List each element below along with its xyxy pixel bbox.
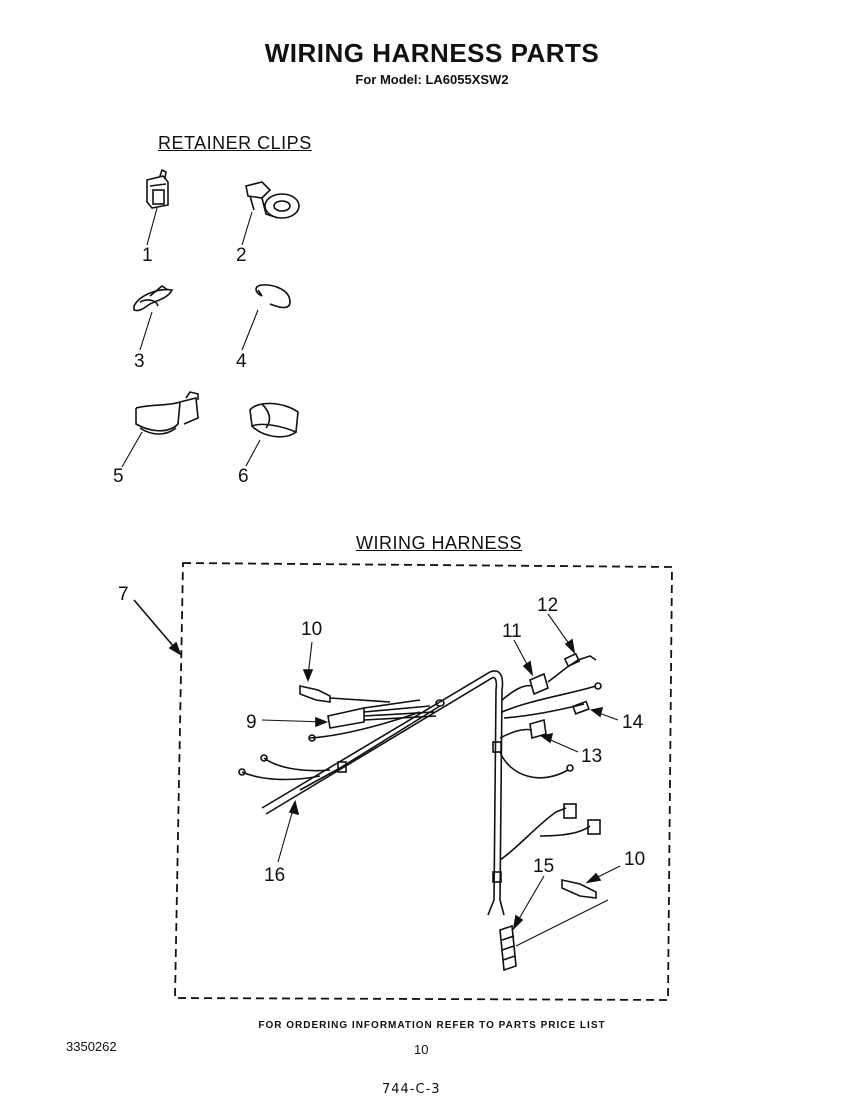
callout-3: 3 (134, 351, 145, 372)
callout-12: 12 (537, 595, 559, 616)
callout-1: 1 (142, 245, 153, 266)
harness-boundary (175, 563, 672, 1000)
callout-13: 13 (581, 746, 603, 767)
document-number: 3350262 (66, 1039, 117, 1054)
harness-trunk (262, 671, 504, 915)
callout-11: 11 (502, 621, 522, 642)
callout-15: 15 (533, 856, 555, 877)
sleeve-16-drawing (278, 802, 298, 862)
terminal-10-bottom-drawing (562, 866, 620, 898)
connector-11-12-drawing (502, 614, 596, 700)
callout-2: 2 (236, 245, 247, 266)
model-subtitle: For Model: LA6055XSW2 (355, 72, 509, 87)
terminal-10-top-drawing (300, 642, 390, 702)
section-heading-retainer-clips: RETAINER CLIPS (158, 133, 312, 153)
retainer-clip-1-drawing (147, 170, 168, 245)
retainer-clip-6-drawing (246, 403, 298, 466)
callout-14: 14 (622, 712, 644, 733)
section-heading-wiring-harness: WIRING HARNESS (356, 533, 523, 553)
callout-5: 5 (113, 466, 124, 487)
callout-16: 16 (264, 865, 286, 886)
callout-4: 4 (236, 351, 247, 372)
ordering-note: FOR ORDERING INFORMATION REFER TO PARTS PRICE LIST (258, 1020, 606, 1031)
callout-10-top: 10 (301, 619, 323, 640)
handwritten-note: 744-C-3 (382, 1082, 441, 1097)
connector-13-14-drawing (500, 683, 618, 752)
callout-9: 9 (246, 712, 257, 733)
callout-7: 7 (118, 584, 129, 605)
page-title: WIRING HARNESS PARTS (264, 38, 600, 68)
retainer-clip-2-drawing (242, 182, 299, 245)
retainer-clip-4-drawing (242, 285, 290, 350)
retainer-clip-5-drawing (122, 392, 198, 467)
page-number: 10 (414, 1042, 429, 1057)
callout-10-bottom: 10 (624, 849, 646, 870)
loose-wires-right (500, 752, 600, 860)
retainer-clip-3-drawing (134, 286, 172, 350)
callout-6: 6 (238, 466, 249, 487)
